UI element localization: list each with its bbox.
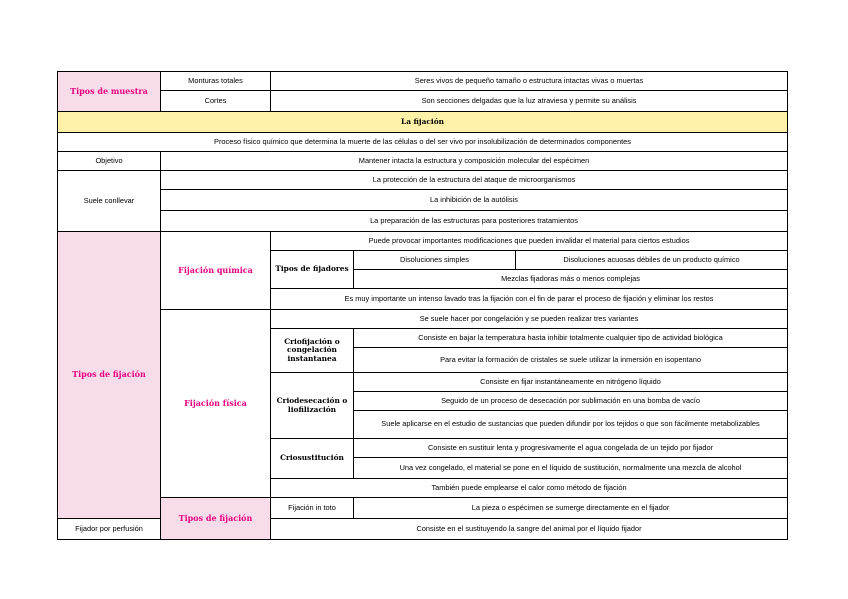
chemical-wash: Es muy importante un intenso lavado tras la fijación con el fin de parar el proceso de fijación y eliminar los restos <box>271 289 788 310</box>
fixation-summary-table <box>57 71 788 540</box>
objective-label: Objetivo <box>58 152 161 171</box>
fixer-simple: Disoluciones simples <box>354 251 516 270</box>
cryofix-item: Para evitar la formación de cristales se suele utilizar la inmersión en isopentano <box>354 348 788 373</box>
table-row <box>58 211 788 232</box>
cryosub-label: Criosustitución <box>271 439 354 479</box>
table-row <box>58 152 788 171</box>
table-row <box>58 91 788 112</box>
fixation-type-desc: Consiste en el sustituyendo la sangre del animal por el líquido fijador <box>271 519 788 540</box>
fixation-definition: Proceso físico químico que determina la muerte de las células o del ser vivo por insolubilización de determinados componentes <box>58 133 788 152</box>
fixers-label: Tipos de fijadores <box>271 251 354 289</box>
freezedry-label: Criodesecación o liofilización <box>271 373 354 439</box>
table-row <box>58 310 788 329</box>
entails-item: La preparación de las estructuras para posteriores tratamientos <box>161 211 788 232</box>
fixer-acid: Disoluciones acuosas débiles de un producto químico <box>516 251 788 270</box>
cryofix-item: Consiste en bajar la temperatura hasta inhibir totalmente cualquier tipo de actividad biológica <box>354 329 788 348</box>
chemical-fixation-label: Fijación química <box>161 232 271 310</box>
table-row <box>58 72 788 91</box>
table-row <box>58 112 788 133</box>
cryofix-label: Criofijación o congelación instantanea <box>271 329 354 373</box>
sample-type-desc: Son secciones delgadas que la luz atraviesa y permite su análisis <box>271 91 788 112</box>
fixation-type-desc: La pieza o espécimen se sumerge directamente en el fijador <box>354 498 788 519</box>
fixation-type-name: Fijador por perfusión <box>58 519 161 540</box>
entails-item: La protección de la estructura del ataque de microorganismos <box>161 171 788 190</box>
sample-type-name: Monturas totales <box>161 72 271 91</box>
table-row <box>58 133 788 152</box>
table-row <box>58 190 788 211</box>
fixation-types-2-label: Tipos de fijación <box>161 498 271 540</box>
cryosub-item: Una vez congelado, el material se pone en el líquido de sustitución, normalmente una mezcla de alcohol <box>354 458 788 479</box>
entails-item: La inhibición de la autólisis <box>161 190 788 211</box>
physical-intro: Se suele hacer por congelación y se pueden realizar tres variantes <box>271 310 788 329</box>
table-row <box>58 498 788 519</box>
freezedry-item: Seguido de un proceso de desecación por sublimación en una bomba de vacío <box>354 392 788 411</box>
objective-text: Mantener intacta la estructura y composición molecular del espécimen <box>161 152 788 171</box>
freezedry-item: Suele aplicarse en el estudio de sustancias que pueden difundir por los tejidos o que son fácilmente metabolizables <box>354 411 788 439</box>
table-row <box>58 232 788 251</box>
section-title: La fijación <box>58 112 788 133</box>
entails-label: Suele conllevar <box>58 171 161 232</box>
heat-note: También puede emplearse el calor como método de fijación <box>271 479 788 498</box>
sample-type-desc: Seres vivos de pequeño tamaño o estructura intactas vivas o muertas <box>271 72 788 91</box>
fixation-types-label: Tipos de fijación <box>58 232 161 519</box>
physical-fixation-label: Fijación física <box>161 310 271 498</box>
chemical-note: Puede provocar importantes modificaciones que pueden invalidar el material para ciertos estudios <box>271 232 788 251</box>
sample-type-name: Cortes <box>161 91 271 112</box>
cryosub-item: Consiste en sustituir lenta y progresivamente el agua congelada de un tejido por fijador <box>354 439 788 458</box>
sample-types-label: Tipos de muestra <box>58 72 161 112</box>
table-row <box>58 171 788 190</box>
fixer-mixtures: Mezclas fijadoras más o menos complejas <box>354 270 788 289</box>
fixation-type-name: Fijación in toto <box>271 498 354 519</box>
freezedry-item: Consiste en fijar instantáneamente en nitrógeno líquido <box>354 373 788 392</box>
